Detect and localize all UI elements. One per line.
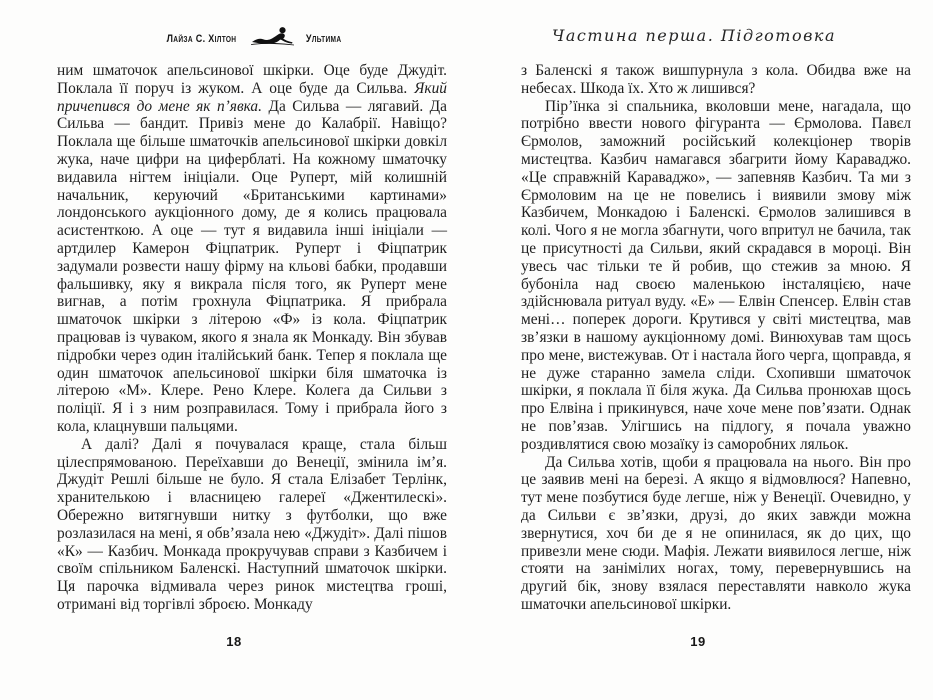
page-right bbox=[521, 0, 911, 700]
running-head-right bbox=[499, 26, 889, 45]
book-title: Ультима bbox=[305, 32, 342, 45]
text-run: Пір’їнка зі спальника, вколовши мене, нагадала, що потрібно ввести нового фігуранта — Єрмолова. Павєл Єрмолов, заможний російський колекціонер творів мистецтва. Казбич намагався збагрити йому Караваджо. «Це справжній Караваджо», — запевняв Казбич. Та ми з Єрмоловим на це не повелись і виявили змову між Казбичем, Монкадою і Баленскі. Єрмолов залишився в колі. Чого я не могла збагнути, чого впритул не бачила, так це присутності да Сильви, який скрадався в мороці. Він увесь час тільки те й робив, що стежив за мною. Я бубоніла над своєю маленькою інсталяцією, наче здійснювала ритуал вуду. «Е» — Елвін Спенсер. Елвін став мені… поперек дороги. Крутився у світі мистецтва, мав зв’язки в нашому аукціонному домі. Винюхував там щось про мене, вистежував. От і настала його черга, щоправда, я не дуже старанно замела сліди. Схопивши шматочок шкірки, я поклала її біля жука. Да Сильва пронюхав щось про Елвіна і прикинувся, наче хоче мене пов’язати. Однак не пов’язав. Улігшись на підлогу, я почала уважно роздивлятися свою мозаїку із саморобних ляльок. bbox=[521, 97, 911, 453]
text-run: Да Сильва хотів, щоби я працювала на нього. Він про це заявив мені на березі. А якщо я відмовлюся? Напевно, тут мене позбутися буде легше, ніж у Венеції. Очевидно, у да Сильви є зв’язки, друзі, до яких завжди можна звернутися, хоч би де я не опинилася, як до цих, що привезли мене сюди. Мафія. Лежати виявилося легше, ніж стояти на занімілих ногах, тому, перевернувшись на другий бік, знову взялася переставляти навколо жука шматочки апельсинової шкірки. bbox=[521, 453, 911, 613]
page-number-left: 18 bbox=[226, 634, 242, 649]
paragraph bbox=[521, 62, 911, 98]
paragraph bbox=[57, 62, 447, 436]
text-run: з Баленскі я також вишпурнула з кола. Обидва вже на небесах. Шкода їх. Хто ж лишився? bbox=[521, 62, 911, 97]
text-run: ним шматочок апельсинової шкірки. Оце буде Джудіт. Поклала її поруч із жуком. А оце буде да Сильва. bbox=[57, 62, 447, 97]
italic-text-run: Який причепився до мене як п’явка. bbox=[57, 79, 447, 115]
author-name: Лайза С. Хілтон bbox=[166, 32, 237, 45]
text-run: А далі? Далі я почувалася краще, стала більш цілеспрямованою. Переїхавши до Венеції, змінила ім’я. Джудіт Решлі більше не було. Я стала Елізабет Терлінк, хранителькою і власницею галереї «Джентилескі». Обережно витягнувши нитку з футболки, що вже розлазилася на мені, я обв’язала нею «Джудіт». Далі пішов «К» — Казбич. Монкада прокручував справи з Казбичем і своїм спільником Баленскі. Наступний шматочок шкірки. Ця парочка відмивала через ринок мистецтва гроші, отримані від торгівлі зброєю. Монкаду bbox=[57, 435, 447, 613]
paragraph bbox=[57, 436, 447, 614]
page-number-right: 19 bbox=[690, 634, 706, 649]
running-head-left bbox=[57, 26, 447, 51]
reclining-woman-icon bbox=[251, 26, 295, 51]
paragraph bbox=[521, 454, 911, 614]
text-run: Да Сильва — лягавий. Да Сильва — бандит. Привіз мене до Калабрії. Навіщо? Поклала ще більше шматочків апельсинової шкірки довкіл жука, наче цифри на циферблаті. На кожному шматочку видавила нігтем ініціали. Оце Руперт, мій колишній начальник, керуючий «Британськими картинами» лондонського аукціонного дому, де я колись працювала асистенткою. А оце — тут я видавила інші ініціали — артдилер Камерон Фіцпатрик. Руперт і Фіцпатрик задумали розвести нашу фірму на кльові бабки, продавши фальшивку, яку я викрала після того, як Руперт мене вигнав, а потім грохнула Фіцпатрика. Я прибрала шматочок шкірки з літерою «Ф» із кола. Фіцпатрик працював із чуваком, якого я знала як Монкаду. Він збував підробки через один італійський банк. Тепер я поклала ще один шматочок апельсинової шкірки біля шматочка із літерою «М». Клере. Рено Клере. Колега да Сильви з поліції. Я і з ним розправилася. Тому і прибрала його з кола, клацнувши пальцями. bbox=[57, 97, 447, 435]
page-left bbox=[57, 0, 447, 700]
page-text-right bbox=[521, 62, 911, 614]
section-title: Частина перша. Підготовка bbox=[551, 26, 837, 45]
page-text-left bbox=[57, 62, 447, 614]
paragraph bbox=[521, 98, 911, 454]
